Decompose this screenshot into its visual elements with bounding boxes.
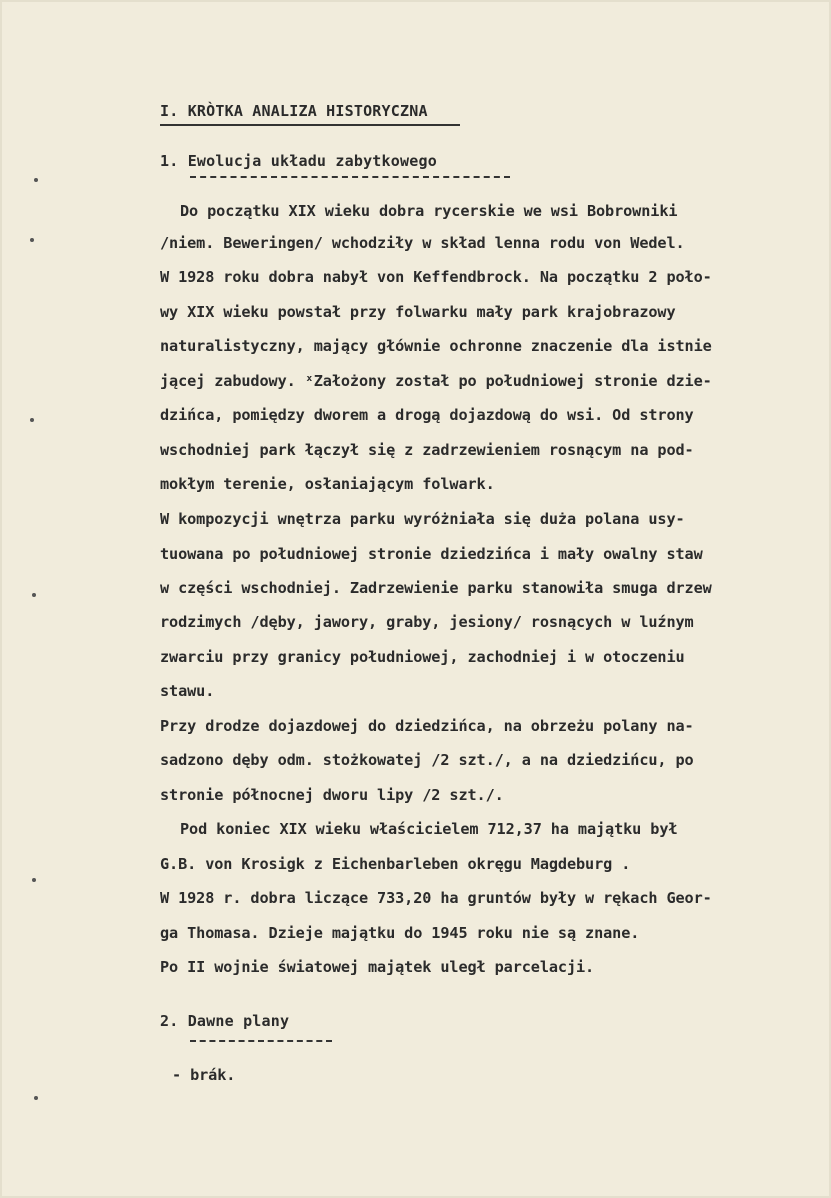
body-line: W 1928 roku dobra nabył von Keffendbrock. Na początku 2 poło- [160,268,712,286]
body-line: dzińca, pomiędzy dworem a drogą dojazdową do wsi. Od strony [160,406,694,424]
body-line: Przy drodze dojazdowej do dziedzińca, na obrzeżu polany na- [160,717,694,735]
margin-mark [30,238,34,242]
section-1-title: 1. Ewolucja układu zabytkowego [160,152,437,170]
body-line: G.B. von Krosigk z Eichenbarleben okręgu Magdeburg . [160,855,631,873]
body-line: rodzimych /dęby, jawory, graby, jesiony/ rosnących w luźnym [160,613,694,631]
heading-underline [160,124,460,126]
body-line: /niem. Beweringen/ wchodziły w skład lenna rodu von Wedel. [160,234,685,252]
section-1-underline [190,176,510,178]
body-line: W kompozycji wnętrza parku wyróżniała się duża polana usy- [160,510,685,528]
body-line: naturalistyczny, mający głównie ochronne znaczenie dla istnie [160,337,712,355]
body-line: Po II wojnie światowej majątek uległ parcelacji. [160,958,595,976]
margin-mark [30,418,34,422]
section-2-content: - brák. [172,1066,236,1084]
margin-mark [32,878,36,882]
body-line: wschodniej park łączył się z zadrzewieniem rosnącym na pod- [160,441,694,459]
margin-mark [34,1096,38,1100]
body-line: w części wschodniej. Zadrzewienie parku stanowiła smuga drzew [160,579,712,597]
body-line: zwarciu przy granicy południowej, zachodniej i w otoczeniu [160,648,685,666]
body-line: sadzono dęby odm. stożkowatej /2 szt./, a na dziedzińcu, po [160,751,694,769]
body-line: stawu. [160,682,215,700]
body-line: jącej zabudowy. ˣZałożony został po południowej stronie dzie- [160,372,712,390]
document-heading: I. KRÒTKA ANALIZA HISTORYCZNA [160,102,428,120]
margin-mark [32,593,36,597]
section-2-title: 2. Dawne plany [160,1012,290,1030]
section-2-underline [190,1040,332,1042]
body-line: tuowana po południowej stronie dziedzińca i mały owalny staw [160,545,703,563]
body-line: ga Thomasa. Dzieje majątku do 1945 roku nie są znane. [160,924,640,942]
margin-mark [34,178,38,182]
body-line: Do początku XIX wieku dobra rycerskie we wsi Bobrowniki [180,202,678,220]
body-line: Pod koniec XIX wieku właścicielem 712,37 ha majątku był [180,820,678,838]
body-line: W 1928 r. dobra liczące 733,20 ha gruntów były w rękach Geor- [160,889,712,907]
body-line: mokłym terenie, osłaniającym folwark. [160,475,495,493]
body-line: wy XIX wieku powstał przy folwarku mały park krajobrazowy [160,303,676,321]
body-line: stronie północnej dworu lipy /2 szt./. [160,786,504,804]
